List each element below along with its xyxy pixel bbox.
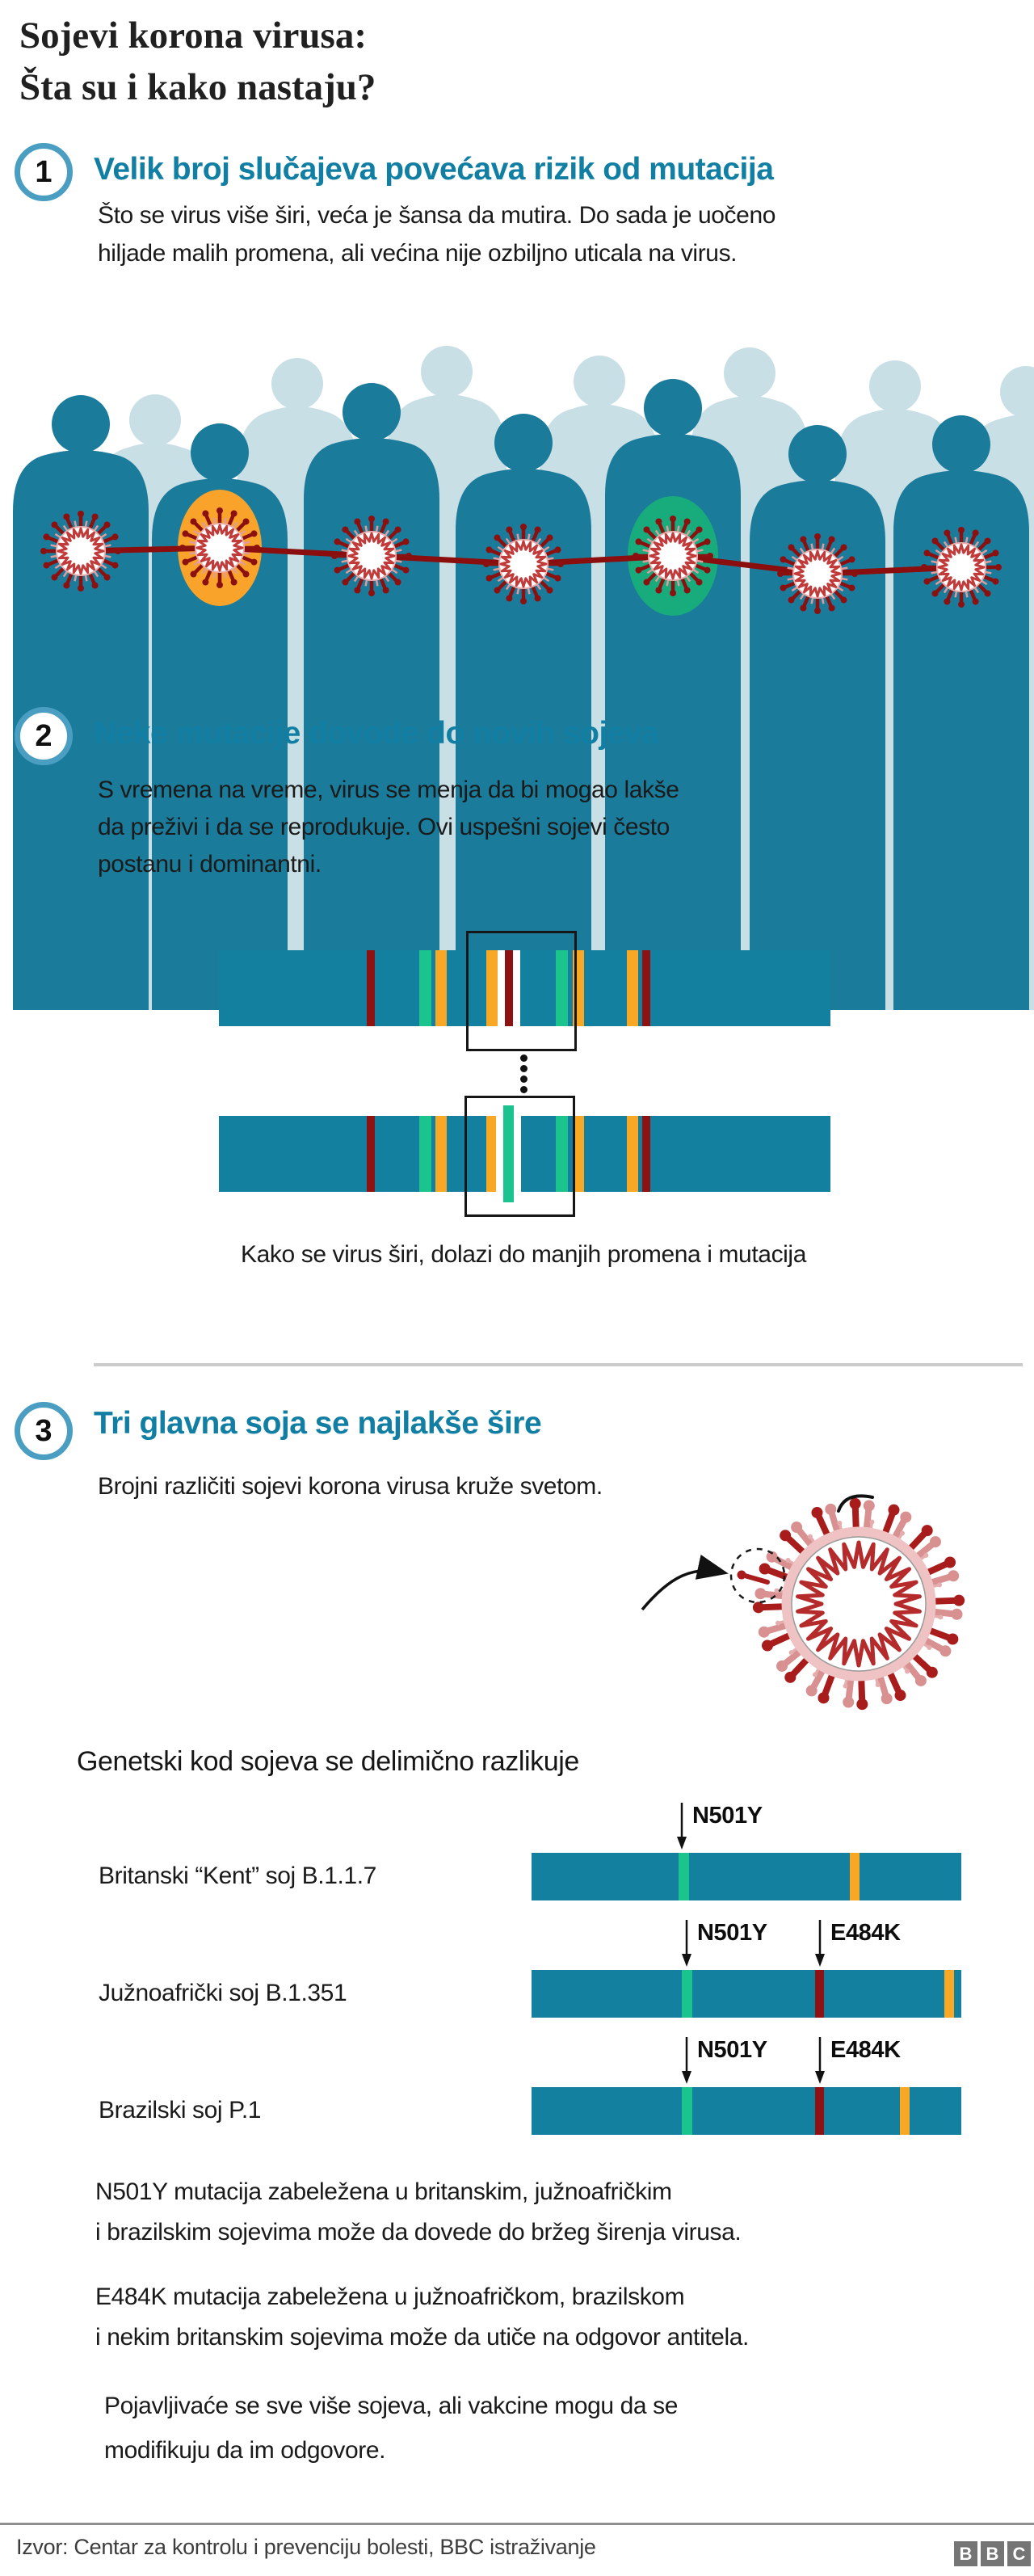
section-1-body — [98, 196, 776, 272]
text-line: Što se virus više širi, veća je šansa da mutira. Do sada je uočeno — [98, 202, 776, 229]
strain-label-south-africa: Južnoafrički soj B.1.351 — [99, 1980, 347, 2006]
mutation-stripe-green — [419, 1116, 431, 1192]
text-line: Brojni različiti sojevi korona virusa kruže svetom. — [98, 1473, 603, 1500]
down-arrow-icon — [814, 1920, 826, 1968]
mutation-label-E484K — [814, 2037, 901, 2086]
text-line: i nekim britanskim sojevima može da utiče na odgovor antitela. — [95, 2324, 749, 2351]
title-line-1: Sojevi korona virusa: — [19, 15, 367, 57]
coronavirus-illustration — [630, 1483, 969, 1713]
mutation-name: E484K — [830, 2037, 901, 2063]
ellipsis-dot — [520, 1075, 528, 1083]
person-silhouette-foreground — [304, 383, 439, 1010]
source-credit: Izvor: Centar za kontrolu i prevenciju bolesti, BBC istraživanje — [16, 2535, 596, 2559]
footer-divider — [0, 2523, 1034, 2525]
genome-zoom-box-top — [466, 931, 577, 1051]
mutation-stripe-dark_red — [815, 1970, 824, 2018]
genome-figure-caption: Kako se virus širi, dolazi do manjih promena i mutacija — [241, 1241, 806, 1268]
mutation-stripe-orange — [627, 950, 638, 1026]
text-line: modifikuju da im odgovore. — [104, 2437, 386, 2464]
mutation-stripe-orange — [627, 1116, 638, 1192]
mutation-stripe-dark_red — [642, 950, 650, 1026]
virus-icon — [179, 507, 260, 588]
text-line: N501Y mutacija zabeležena u britanskim, južnoafričkim — [95, 2178, 672, 2205]
mutation-stripe-dark_red — [367, 950, 375, 1026]
virus-icon — [40, 511, 121, 591]
person-silhouette-foreground — [13, 395, 149, 1010]
strain-genome-bar-uk — [532, 1853, 961, 1900]
paragraph-vaccines — [104, 2384, 678, 2473]
mutation-stripe-green — [682, 2087, 692, 2135]
down-arrow-icon — [681, 1920, 692, 1968]
section-1-number-badge — [15, 143, 73, 201]
mutation-stripe-orange — [435, 1116, 447, 1192]
virus-icon — [633, 516, 713, 596]
person-silhouette-foreground — [893, 415, 1029, 1010]
mutation-labels-row-1 — [0, 1803, 1034, 1853]
strain-genome-bar-south-africa — [532, 1970, 961, 2018]
ellipsis-dot — [520, 1086, 528, 1093]
down-arrow-icon — [814, 2037, 826, 2086]
mutation-stripe-orange — [944, 1970, 954, 2018]
virus-icon — [921, 527, 1002, 608]
ellipsis-dot — [520, 1054, 528, 1062]
section-1-heading: Velik broj slučajeva povećava rizik od mutacija — [94, 152, 774, 187]
mutation-label-N501Y — [676, 1803, 763, 1851]
virus-icon — [483, 524, 564, 604]
section-3-body — [98, 1467, 603, 1505]
mutation-name: N501Y — [697, 2037, 767, 2063]
paragraph-e484k — [95, 2277, 749, 2358]
text-line: Pojavljivaće se sve više sojeva, ali vakcine mogu da se — [104, 2393, 679, 2419]
mutation-stripe-dark_red — [815, 2087, 824, 2135]
section-2-heading: Neke mutacije dovode do novih sojeva — [94, 716, 659, 751]
big-virus-icon — [753, 1496, 965, 1710]
down-arrow-icon — [676, 1803, 687, 1851]
text-line: postanu i dominantni. — [98, 851, 322, 878]
virus-core-outline — [792, 1537, 926, 1671]
mutation-stripe-green — [679, 1853, 689, 1900]
ellipsis-dot — [520, 1065, 528, 1072]
section-2-number: 2 — [35, 718, 53, 753]
mutation-stripe-green — [419, 950, 431, 1026]
section-3-number: 3 — [35, 1413, 53, 1448]
transmission-illustration — [0, 339, 1034, 1010]
text-line: hiljade malih promena, ali većina nije ozbiljno uticala na virus. — [98, 240, 738, 267]
strain-label-brazil: Brazilski soj P.1 — [99, 2097, 262, 2124]
mutation-stripe-green — [682, 1970, 692, 2018]
mutation-labels-row-2 — [0, 1920, 1034, 1970]
virus-icon — [331, 516, 412, 596]
mutation-stripe-orange — [850, 1853, 860, 1900]
text-line: i brazilskim sojevima može da dovede do bržeg širenja virusa. — [95, 2219, 742, 2246]
section-divider — [94, 1363, 1023, 1366]
mutation-label-N501Y — [681, 2037, 767, 2086]
section-2-body — [98, 772, 679, 883]
mutation-name: N501Y — [692, 1803, 763, 1829]
section-3-heading: Tri glavna soja se najlakše šire — [94, 1406, 542, 1441]
genome-zoom-box-bottom — [464, 1096, 575, 1217]
virus-icon — [777, 533, 858, 614]
strains-subheading: Genetski kod sojeva se delimično razlikuje — [77, 1746, 579, 1777]
bbc-logo-block: B — [954, 2541, 977, 2566]
mutation-name: N501Y — [697, 1920, 767, 1946]
mutation-label-N501Y — [681, 1920, 767, 1968]
down-arrow-icon — [681, 2037, 692, 2086]
text-line: S vremena na vreme, virus se menja da bi mogao lakše — [98, 777, 679, 803]
strain-label-uk: Britanski “Kent” soj B.1.1.7 — [99, 1863, 376, 1889]
text-line: da preživi i da se reprodukuje. Ovi uspešni sojevi često — [98, 814, 670, 840]
section-3-number-badge — [15, 1402, 73, 1460]
mutation-name: E484K — [830, 1920, 901, 1946]
mutation-stripe-dark_red — [367, 1116, 375, 1192]
bbc-logo-block: B — [981, 2541, 1004, 2566]
mutation-stripe-orange — [900, 2087, 910, 2135]
person-silhouette-foreground — [605, 379, 741, 1010]
bbc-logo — [954, 2541, 1031, 2566]
mutation-stripe-orange — [435, 950, 447, 1026]
person-silhouette-foreground — [750, 425, 885, 1010]
mutation-stripe-dark_red — [642, 1116, 650, 1192]
paragraph-n501y — [95, 2172, 741, 2253]
person-silhouette-foreground — [456, 414, 591, 1010]
title-line-2: Šta su i kako nastaju? — [19, 66, 376, 108]
section-1-number: 1 — [35, 154, 53, 189]
pointer-arrow — [642, 1571, 723, 1610]
bbc-logo-block: C — [1007, 2541, 1031, 2566]
strain-genome-bar-brazil — [532, 2087, 961, 2135]
text-line: E484K mutacija zabeležena u južnoafričkom, brazilskom — [95, 2283, 685, 2310]
page-title — [19, 10, 376, 113]
section-2-number-badge — [15, 707, 73, 765]
mutation-label-E484K — [814, 1920, 901, 1968]
mutation-labels-row-3 — [0, 2037, 1034, 2087]
